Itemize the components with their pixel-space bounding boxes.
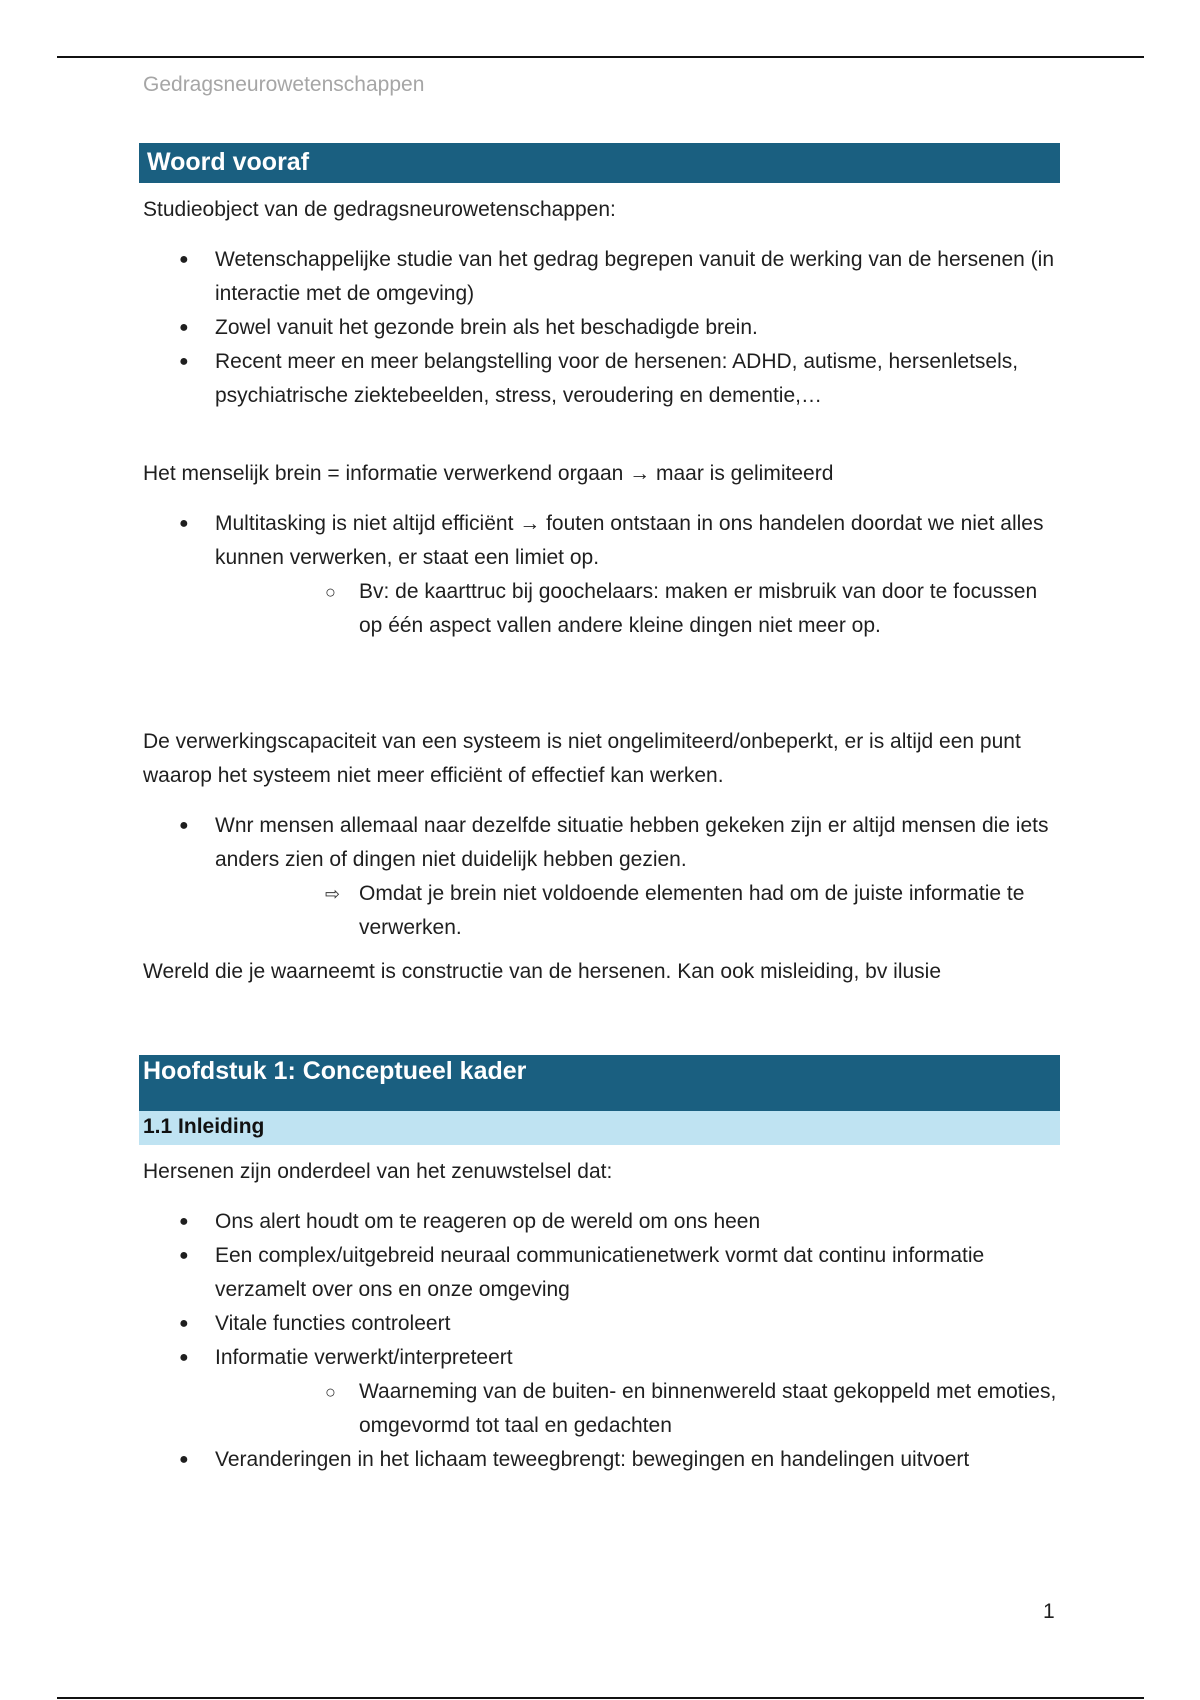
bullet-icon: ● <box>179 1213 189 1230</box>
page-number: 1 <box>1043 1600 1055 1623</box>
sub-list-item: ○ Waarneming van de buiten- en binnenwereld staat gekoppeld met emoties, omgevormd tot taal en gedachten <box>287 1375 1060 1443</box>
brain-statement: Het menselijk brein = informatie verwerkend orgaan → maar is gelimiteerd <box>143 462 834 485</box>
bottom-rule <box>57 1697 1144 1699</box>
list-item: ● Ons alert houdt om te reageren op de wereld om ons heen <box>143 1205 1060 1239</box>
bullet-icon: ● <box>179 353 189 370</box>
bullet-icon: ● <box>179 1315 189 1332</box>
list-item: ● Zowel vanuit het gezonde brein als het beschadigde brein. <box>143 311 1060 345</box>
perception-list <box>143 809 1060 945</box>
capacity-paragraph: De verwerkingscapaciteit van een systeem is niet ongelimiteerd/onbeperkt, er is altijd een punt waarop het systeem niet meer efficiënt of effectief kan werken. <box>143 730 1021 787</box>
section-heading-woord-vooraf: Woord vooraf <box>139 143 1060 183</box>
study-object-list <box>143 243 1060 413</box>
bullet-icon: ● <box>179 319 189 336</box>
sub-list-item: ⇨ Omdat je brein niet voldoende elementen had om de juiste informatie te verwerken. <box>287 877 1060 945</box>
list-item: ● Recent meer en meer belangstelling voor de hersenen: ADHD, autisme, hersenletsels, psychiatrische ziektebeelden, stress, veroudering en dementie,… <box>143 345 1060 413</box>
sub-list <box>215 877 1060 945</box>
bullet-icon: ● <box>179 1349 189 1366</box>
running-header: Gedragsneurowetenschappen <box>143 73 425 96</box>
multitasking-list <box>143 507 1060 643</box>
top-rule <box>57 56 1144 58</box>
bullet-icon: ● <box>179 1247 189 1264</box>
list-item: ● Vitale functies controleert <box>143 1307 1060 1341</box>
list-item: ● Wetenschappelijke studie van het gedrag begrepen vanuit de werking van de hersenen (in interactie met de omgeving) <box>143 243 1060 311</box>
list-item: ● Multitasking is niet altijd efficiënt → fouten ontstaan in ons handelen doordat we niet alles kunnen verwerken, er staat een limiet op. ○ Bv: de kaarttruc bij goochelaars: maken er misbruik van door te focussen op één aspect vallen andere kleine dingen niet meer op. <box>143 507 1060 643</box>
list-item: ● Informatie verwerkt/interpreteert ○ Waarneming van de buiten- en binnenwereld staat gekoppeld met emoties, omgevormd tot taal en gedachten <box>143 1341 1060 1443</box>
sub-list-item: ○ Bv: de kaarttruc bij goochelaars: maken er misbruik van door te focussen op één aspect vallen andere kleine dingen niet meer op. <box>287 575 1060 643</box>
circle-bullet-icon: ○ <box>325 582 336 602</box>
bullet-icon: ● <box>179 1451 189 1468</box>
subsection-heading: 1.1 Inleiding <box>139 1111 1060 1145</box>
page-content <box>143 143 1060 1477</box>
sub-list <box>215 1375 1060 1443</box>
world-paragraph: Wereld die je waarneemt is constructie van de hersenen. Kan ook misleiding, bv ilusie <box>143 960 942 983</box>
bullet-icon: ● <box>179 515 189 532</box>
nervous-system-list <box>143 1205 1060 1477</box>
arrow-bullet-icon: ⇨ <box>325 884 341 904</box>
intro-paragraph: Studieobject van de gedragsneurowetenschappen: <box>143 198 616 221</box>
nervous-system-intro: Hersenen zijn onderdeel van het zenuwstelsel dat: <box>143 1160 613 1183</box>
list-item: ● Veranderingen in het lichaam teweegbrengt: bewegingen en handelingen uitvoert <box>143 1443 1060 1477</box>
bullet-icon: ● <box>179 251 189 268</box>
chapter-heading: Hoofdstuk 1: Conceptueel kader <box>139 1055 1060 1111</box>
bullet-icon: ● <box>179 817 189 834</box>
sub-list <box>215 575 1060 643</box>
list-item: ● Wnr mensen allemaal naar dezelfde situatie hebben gekeken zijn er altijd mensen die iets anders zien of dingen niet duidelijk hebben gezien. ⇨ Omdat je brein niet voldoende elementen had om de juiste informatie te verwerken. <box>143 809 1060 945</box>
list-item: ● Een complex/uitgebreid neuraal communicatienetwerk vormt dat continu informatie verzamelt over ons en onze omgeving <box>143 1239 1060 1307</box>
circle-bullet-icon: ○ <box>325 1382 336 1402</box>
